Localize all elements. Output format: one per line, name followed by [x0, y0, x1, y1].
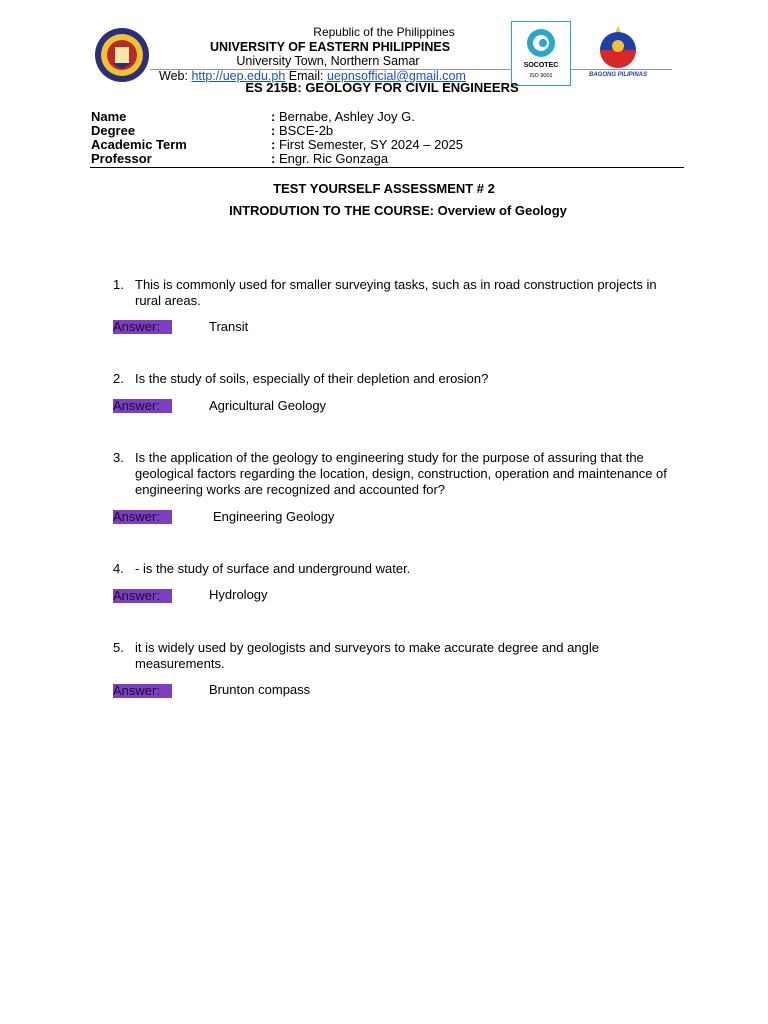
question-number: 2. [113, 371, 124, 386]
socotec-logo [511, 21, 571, 86]
web-label: Web: [159, 69, 188, 83]
question-text: - is the study of surface and underground water. [135, 561, 411, 576]
answer-label: Answer: [113, 399, 172, 413]
bagong-text: BAGONG PILIPINAS [588, 72, 647, 78]
email-link[interactable]: uepnsofficial@gmail.com [326, 69, 466, 83]
question-text: it is widely used by geologists and surveyors to make accurate degree and angle measurements. [135, 640, 599, 671]
info-label-term: Academic Term [91, 137, 187, 152]
university-address: University Town, Northern Samar [236, 54, 420, 68]
info-label-professor: Professor [91, 151, 152, 166]
email-label: Email: [288, 69, 324, 83]
question-text: This is commonly used for smaller surveying tasks, such as in road construction projects in rural areas. [135, 277, 657, 308]
info-divider [90, 167, 684, 168]
bagong-pilipinas-logo [582, 22, 654, 82]
answer-value: Transit [209, 319, 249, 334]
question-text: Is the application of the geology to engineering study for the purpose of assuring that the geological factors regarding the location, design, construction, operation and maintenance of engineering works are recognized and accounted for? [135, 450, 667, 497]
country-text: Republic of the Philippines [313, 25, 455, 39]
question-number: 1. [113, 277, 124, 292]
web-link[interactable]: http://uep.edu.ph [191, 69, 286, 83]
answer-label: Answer: [113, 589, 172, 603]
answer-label: Answer: [113, 684, 172, 698]
socotec-text: SOCOTEC [523, 62, 559, 69]
info-value-term: : First Semester, SY 2024 – 2025 [271, 137, 463, 152]
assessment-title: TEST YOURSELF ASSESSMENT # 2 [273, 181, 495, 196]
answer-value: Engineering Geology [213, 509, 335, 524]
iso-text: ISO 9001 [529, 73, 553, 79]
answer-value: Agricultural Geology [209, 398, 327, 413]
assessment-subtitle: INTRODUTION TO THE COURSE: Overview of Geology [229, 203, 567, 218]
info-value-professor: : Engr. Ric Gonzaga [271, 151, 389, 166]
info-label-name: Name [91, 109, 127, 124]
question-number: 3. [113, 450, 124, 465]
question-number: 5. [113, 640, 124, 655]
info-value-degree: : BSCE-2b [271, 123, 334, 138]
question-text: Is the study of soils, especially of their depletion and erosion? [135, 371, 489, 386]
university-name: UNIVERSITY OF EASTERN PHILIPPINES [209, 40, 451, 54]
answer-label: Answer: [113, 510, 172, 524]
info-label-degree: Degree [91, 123, 136, 138]
answer-value: Brunton compass [209, 682, 311, 697]
course-title: ES 215B: GEOLOGY FOR CIVIL ENGINEERS [245, 80, 519, 95]
answer-label: Answer: [113, 320, 172, 334]
answer-value: Hydrology [209, 587, 268, 602]
info-value-name: : Bernabe, Ashley Joy G. [271, 109, 415, 124]
question-number: 4. [113, 561, 124, 576]
